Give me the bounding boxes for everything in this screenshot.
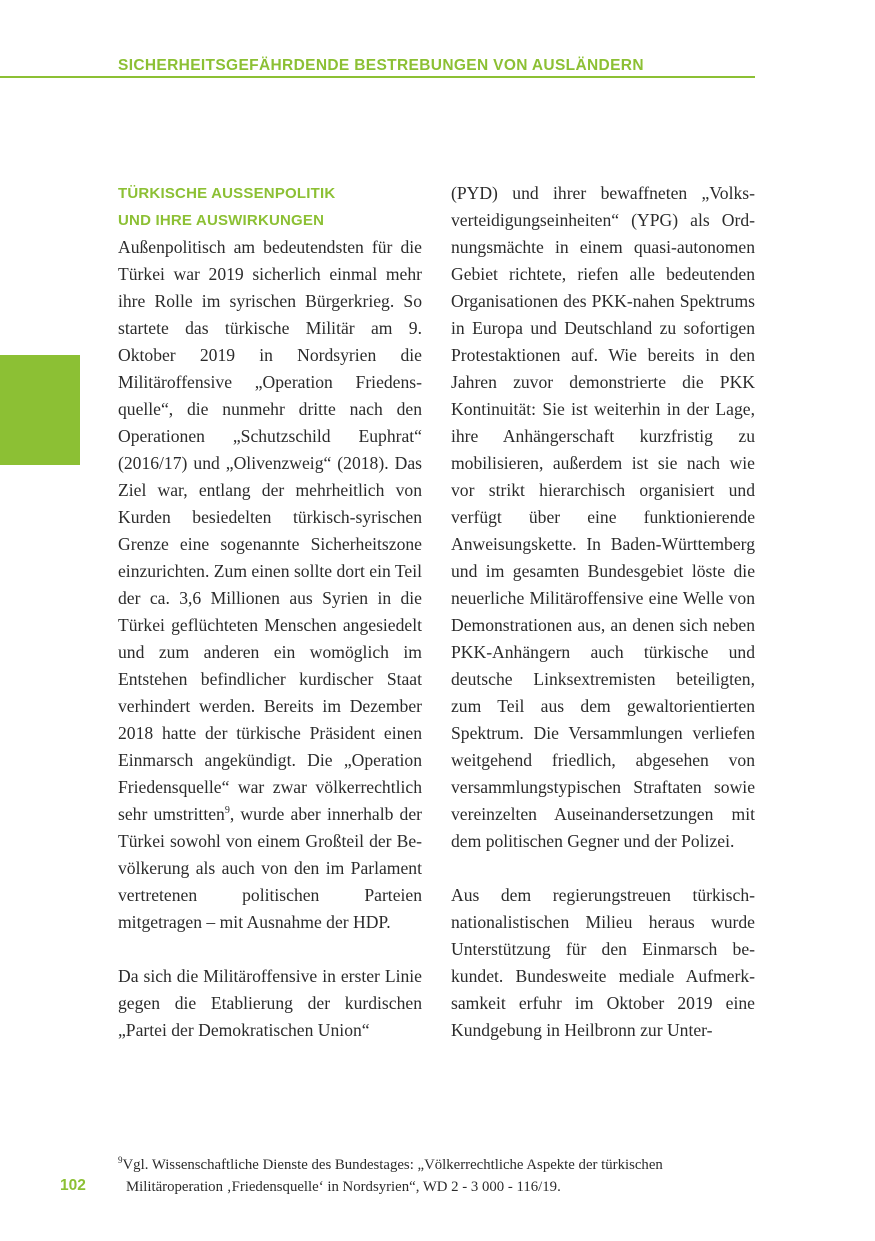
footnote-reference: 9 (224, 805, 230, 817)
right-column (451, 180, 755, 1044)
side-tab-marker (0, 355, 80, 465)
footnote-line-2: Militäroperation ‚Friedensquelle‘ in Nordsyrien“, WD 2 - 3 000 - 116/19. (126, 1179, 561, 1195)
footnote-line-1 (118, 1154, 758, 1176)
right-paragraph-2: Aus dem regierungstreuen türkisch-nationalistischen Milieu heraus wurde Unterstützung für den Einmarsch bekundet. Bundesweite mediale Aufmerksamkeit erfuhr im Oktober 2019 eine Kundgebung in Heilbronn zur Unter- (451, 885, 755, 1040)
left-paragraph-1-part-b: , wurde aber innerhalb der Türkei sowohl von einem Großteil der Bevölkerung als auch von den im Parlament vertretenen politischen Parteien mitgetragen – mit Ausnahme der HDP. (118, 804, 423, 932)
left-paragraph-2: Da sich die Militäroffensive in erster Linie gegen die Etablierung der kurdischen „Partei der Demokratischen Union“ (118, 966, 422, 1040)
footnote (118, 1154, 758, 1198)
section-heading-line-2: UND IHRE AUSWIRKUNGEN (118, 212, 325, 229)
footnote-text-1: Vgl. Wissenschaftliche Dienste des Bundestages: „Völkerrechtliche Aspekte der türkischen (122, 1157, 663, 1173)
running-header: SICHERHEITSGEFÄHRDENDE BESTREBUNGEN VON AUSLÄNDERN (118, 57, 644, 74)
page-number: 102 (60, 1177, 86, 1194)
header-rule (0, 76, 755, 78)
footnote-number: 9 (118, 1155, 123, 1166)
section-heading-line-1: TÜRKISCHE AUSSENPOLITIK (118, 185, 336, 202)
left-paragraph-1 (118, 234, 422, 936)
section-heading (118, 180, 422, 234)
right-paragraph-1: (PYD) und ihrer bewaffneten „Volksverteidigungseinheiten“ (YPG) als Ordnungsmächte in einem quasi-autonomen Gebiet richtete, riefen alle bedeutenden Organisationen des PKK-nahen Spektrums in Europa und Deutschland zu sofortigen Protestaktionen auf. Wie bereits in den Jahren zuvor demonstrierte die PKK Kontinuität: Sie ist weiterhin in der Lage, ihre Anhängerschaft kurzfristig zu mobilisieren, außerdem ist sie nach wie vor strikt hierarchisch organisiert und verfügt über eine funktionierende Anweisungskette. In Baden-Württemberg und im gesamten Bundesgebiet löste die neuerliche Militäroffensive eine Welle von Demonstrationen aus, an denen sich neben PKK-Anhängern auch türkische und deutsche Linksextremisten beteiligten, zum Teil aus dem gewaltorientierten Spektrum. Die Versammlungen verliefen weitgehend friedlich, abgesehen von versammlungstypischen Straftaten sowie vereinzelten Auseinandersetzungen mit dem politischen Gegner und der Polizei. (451, 183, 755, 851)
left-paragraph-1-part-a: Außenpolitisch am bedeutendsten für die Türkei war 2019 sicherlich einmal mehr ihre Rolle im syrischen Bürgerkrieg. So startete das türkische Militär am 9. Oktober 2019 in Nordsyrien die Militäroffensive „Operation Friedensquelle“, die nunmehr dritte nach den Operationen „Schutzschild Euphrat“ (2016/17) und „Olivenzweig“ (2018). Das Ziel war, entlang der mehrheitlich von Kurden besiedelten türkisch-syrischen Grenze eine sogenannte Sicherheitszone einzurichten. Zum einen sollte dort ein Teil der ca. 3,6 Millionen aus Syrien in die Türkei geflüchteten Menschen angesiedelt und zum anderen ein womöglich im Entstehen befindlicher kurdischer Staat verhindert werden. Bereits im Dezember 2018 hatte der türkische Präsident einen Einmarsch angekündigt. Die „Operation Friedensquelle“ war zwar völkerrechtlich sehr umstritten (118, 237, 422, 824)
left-column (118, 180, 422, 1044)
